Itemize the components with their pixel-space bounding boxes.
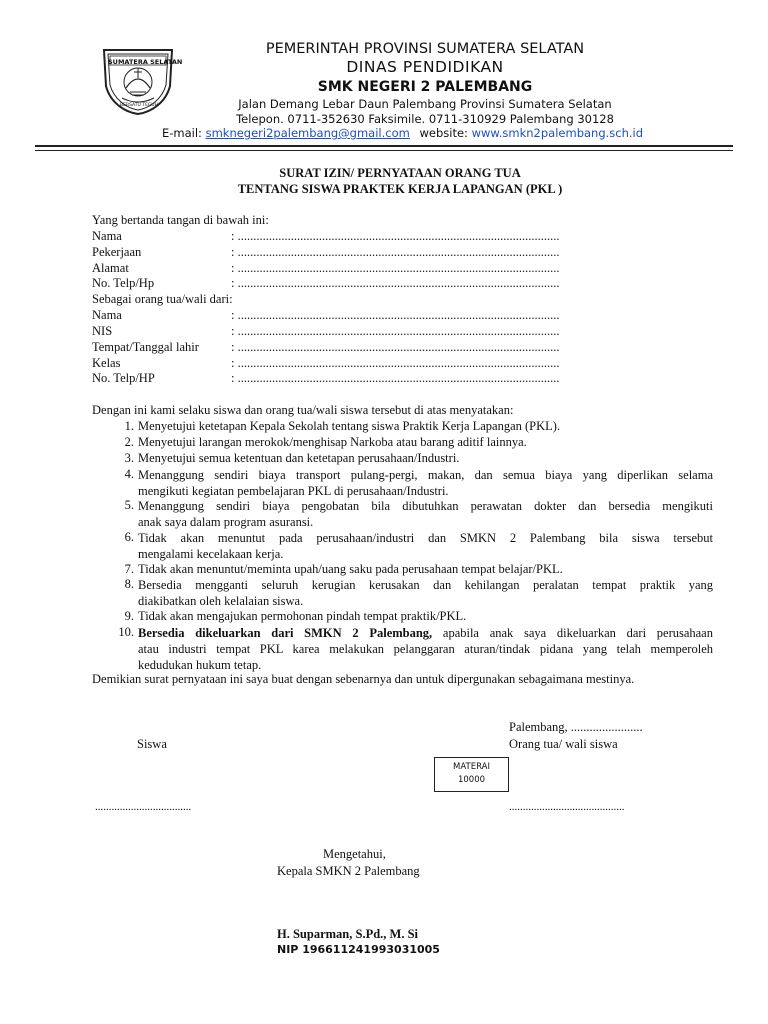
intro-text: Yang bertanda tangan di bawah ini: xyxy=(92,213,269,227)
item-number: 10. xyxy=(118,625,134,639)
logo-text-bottom: BERSATU TEGUH xyxy=(120,103,158,108)
list-item: Menyetujui semua ketentuan dan ketetapan perusahaan/Industri. xyxy=(138,451,460,465)
field-dots: : ....................................................................................................... xyxy=(231,340,560,354)
statement-intro: Dengan ini kami selaku siswa dan orang tua/wali siswa tersebut di atas menyatakan: xyxy=(92,403,514,417)
field-label: NIS xyxy=(92,324,113,338)
field-label: Kelas xyxy=(92,356,121,370)
field-dots: : ....................................................................................................... xyxy=(231,276,560,290)
student-signature-label: Siswa xyxy=(137,737,167,751)
email-link[interactable]: smknegeri2palembang@gmail.com xyxy=(205,126,410,140)
field-dots: : ....................................................................................................... xyxy=(231,229,560,243)
list-item-line: diakibatkan oleh kelalaian siswa. xyxy=(138,594,304,608)
logo-text-top: SUMATERA SELATAN xyxy=(108,58,183,66)
list-item-rest: apabila anak saya dikeluarkan dari perusahaan xyxy=(432,626,713,640)
item-number: 7. xyxy=(124,562,134,576)
field-dots: : ....................................................................................................... xyxy=(231,324,560,338)
item-number: 8. xyxy=(124,577,134,591)
list-item-line: atau industri tempat PKL karea melakukan pelanggaran aturan/tindak pidana yang telah memperoleh xyxy=(138,642,713,656)
student-signature-line: ................................... xyxy=(95,801,192,813)
field-dots: : ....................................................................................................... xyxy=(231,371,560,385)
parent-signature-label: Orang tua/ wali siswa xyxy=(509,737,618,751)
contact-line xyxy=(162,126,643,140)
materai-value: 10000 xyxy=(457,775,486,785)
field-label: Pekerjaan xyxy=(92,245,142,259)
principal-name: H. Suparman, S.Pd., M. Si xyxy=(277,927,419,941)
list-item xyxy=(138,625,713,673)
item-number: 1. xyxy=(124,419,134,433)
field-label: Nama xyxy=(92,229,122,243)
website-link[interactable]: www.smkn2palembang.sch.id xyxy=(471,126,644,140)
item-number: 3. xyxy=(124,451,134,465)
list-item: Menyetujui ketetapan Kepala Sekolah tentang siswa Praktik Kerja Lapangan (PKL). xyxy=(138,419,561,433)
list-item xyxy=(138,498,713,530)
acknowledged-label: Mengetahui, xyxy=(323,847,386,861)
list-item-line: Bersedia mengganti seluruh kerugian kerusakan dan kehilangan peralatan tempat praktik yang xyxy=(138,578,713,592)
school-phone: Telepon. 0711-352630 Faksimile. 0711-310929 Palembang 30128 xyxy=(236,112,614,126)
parent-signature-line: .......................................... xyxy=(509,801,625,813)
field-label: No. Telp/HP xyxy=(92,371,155,385)
principal-title: Kepala SMKN 2 Palembang xyxy=(277,864,420,878)
doc-title-line2: TENTANG SISWA PRAKTEK KERJA LAPANGAN (PKL ) xyxy=(237,182,563,196)
header-rule-thin xyxy=(35,150,733,151)
list-item-line: Menanggung sendiri biaya pengobatan bila dibutuhkan perawatan dokter dan bersedia mengikuti xyxy=(138,499,713,513)
guardian-of-text: Sebagai orang tua/wali dari: xyxy=(92,292,233,306)
field-dots: : ....................................................................................................... xyxy=(231,356,560,370)
bold-clause: Bersedia dikeluarkan dari SMKN 2 Palembang, xyxy=(138,626,433,640)
school-address: Jalan Demang Lebar Daun Palembang Provinsi Sumatera Selatan xyxy=(238,97,612,111)
school-name: SMK NEGERI 2 PALEMBANG xyxy=(317,79,533,95)
list-item xyxy=(138,577,713,609)
gov-name: PEMERINTAH PROVINSI SUMATERA SELATAN xyxy=(265,41,585,57)
field-label: Alamat xyxy=(92,261,129,275)
list-item-line: anak saya dalam program asuransi. xyxy=(138,515,314,529)
item-number: 4. xyxy=(124,467,134,481)
website-label: website: xyxy=(419,126,468,140)
list-item-line: mengalami kecelakaan kerja. xyxy=(138,547,284,561)
field-dots: : ....................................................................................................... xyxy=(231,308,560,322)
list-item: Menyetujui larangan merokok/menghisap Narkoba atau barang aditif lainnya. xyxy=(138,435,527,449)
materai-label: MATERAI xyxy=(453,762,490,772)
field-dots: : ....................................................................................................... xyxy=(231,261,560,275)
place-date: Palembang, ....................... xyxy=(509,720,643,734)
list-item xyxy=(138,467,713,499)
doc-title-line1: SURAT IZIN/ PERNYATAAN ORANG TUA xyxy=(279,166,521,180)
header-rule-thick xyxy=(35,145,733,147)
item-number: 5. xyxy=(124,498,134,512)
email-label: E-mail: xyxy=(162,126,202,140)
list-item-line: kedudukan hukum tetap. xyxy=(138,658,262,672)
agency-name: DINAS PENDIDIKAN xyxy=(346,58,504,76)
list-item-line: Menanggung sendiri biaya transport pulang-pergi, makan, dan semua biaya yang diperlikan selama xyxy=(138,468,713,482)
list-item-line: Tidak akan menuntut pada perusahaan/industri dan SMKN 2 Palembang bila siswa tersebut xyxy=(138,531,713,545)
materai-stamp-box xyxy=(434,757,509,792)
item-number: 6. xyxy=(124,530,134,544)
closing-text: Demikian surat pernyataan ini saya buat dengan sebenarnya dan untuk dipergunakan sebagaimana mestinya. xyxy=(92,672,635,686)
field-label: No. Telp/Hp xyxy=(92,276,155,290)
field-label: Tempat/Tanggal lahir xyxy=(92,340,199,354)
item-number: 2. xyxy=(124,435,134,449)
field-label: Nama xyxy=(92,308,122,322)
principal-nip: NIP 196611241993031005 xyxy=(277,943,440,956)
item-number: 9. xyxy=(124,609,134,623)
list-item xyxy=(138,530,713,562)
list-item: Tidak akan menuntut/meminta upah/uang saku pada perusahaan tempat belajar/PKL. xyxy=(138,562,563,576)
list-item-line xyxy=(138,625,713,641)
list-item: Tidak akan mengajukan permohonan pindah tempat praktik/PKL. xyxy=(138,609,467,623)
list-item-line: mengikuti kegiatan pembelajaran PKL di perusahaan/Industri. xyxy=(138,484,449,498)
field-dots: : ....................................................................................................... xyxy=(231,245,560,259)
